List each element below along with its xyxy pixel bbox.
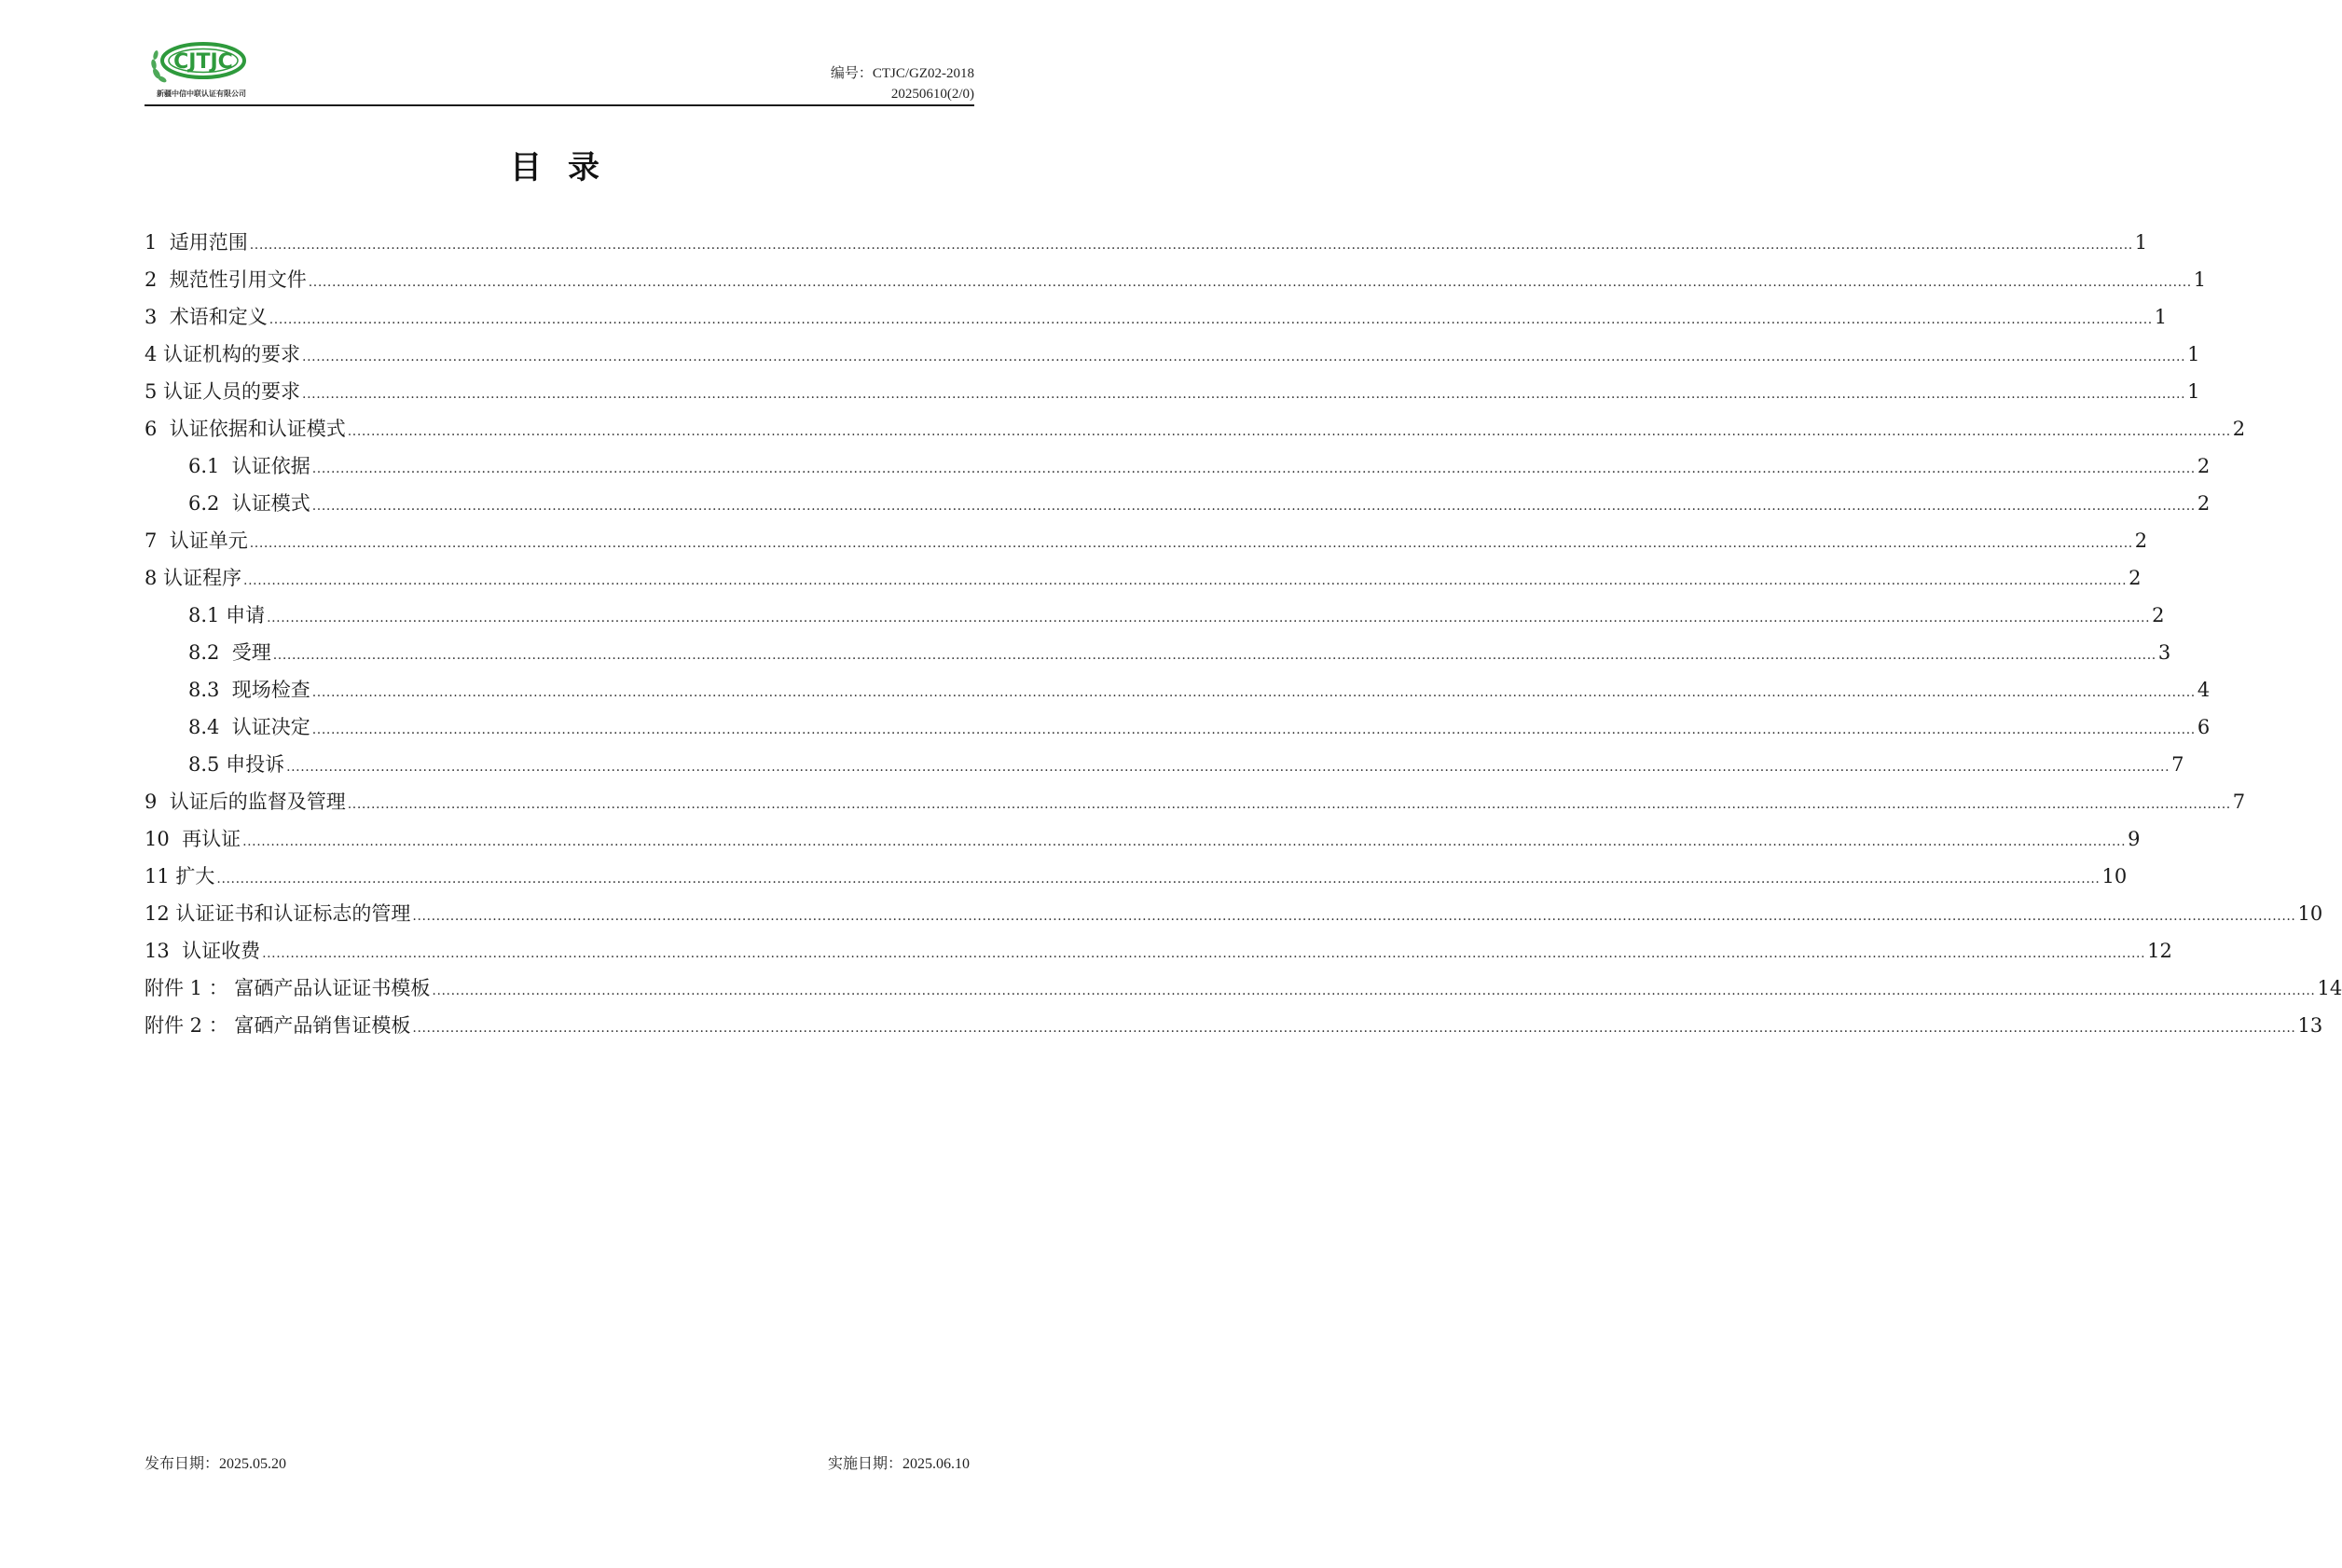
toc-dot-leader: ................................................................................................................................................................................................................................................................................................................................................................................................................ <box>272 648 2156 663</box>
toc-entry-label: 3 术语和定义 <box>145 306 268 328</box>
toc-entry-page: 6 <box>2197 716 2211 738</box>
toc-entry[interactable] <box>145 597 2165 634</box>
toc-entry-label: 8.1 申请 <box>188 604 266 626</box>
toc-entry-label: 10 再认证 <box>145 828 241 850</box>
toc-entry[interactable] <box>145 224 2148 261</box>
toc-entry-page: 2 <box>2128 567 2142 589</box>
toc-entry[interactable] <box>145 932 2172 970</box>
toc-dot-leader: ................................................................................................................................................................................................................................................................................................................................................................................................................ <box>302 387 2186 402</box>
release-date: 发布日期：2025.05.20 <box>145 1456 287 1472</box>
table-of-contents <box>145 224 2342 1044</box>
company-logo <box>149 42 254 100</box>
toc-entry-page: 13 <box>2297 1014 2323 1037</box>
toc-entry-label: 附件 2 ： 富硒产品销售证模板 <box>145 1014 411 1037</box>
toc-entry-page: 1 <box>2193 268 2207 291</box>
document-version: 20250610(2/0) <box>890 87 974 102</box>
toc-entry-page: 4 <box>2197 679 2211 701</box>
toc-entry-page: 2 <box>2152 604 2165 626</box>
toc-entry[interactable] <box>145 970 2342 1007</box>
toc-dot-leader: ................................................................................................................................................................................................................................................................................................................................................................................................................ <box>262 946 2146 961</box>
company-name: 新疆中信中联认证有限公司 <box>157 89 246 98</box>
toc-entry[interactable] <box>145 373 2200 410</box>
toc-entry-page: 10 <box>2101 865 2128 887</box>
toc-entry-page: 2 <box>2232 418 2246 440</box>
toc-entry-label: 5 认证人员的要求 <box>145 380 301 403</box>
toc-dot-leader: ................................................................................................................................................................................................................................................................................................................................................................................................................ <box>311 722 2196 737</box>
toc-entry-page: 1 <box>2154 306 2168 328</box>
toc-entry-page: 14 <box>2317 977 2342 999</box>
toc-entry-label: 8 认证程序 <box>145 567 242 589</box>
toc-entry[interactable] <box>145 447 2211 485</box>
toc-entry-page: 3 <box>2157 641 2171 664</box>
toc-entry[interactable] <box>145 336 2200 373</box>
toc-entry-label: 6 认证依据和认证模式 <box>145 418 346 440</box>
toc-dot-leader: ................................................................................................................................................................................................................................................................................................................................................................................................................ <box>286 760 2170 775</box>
header-divider <box>145 104 974 106</box>
toc-dot-leader: ................................................................................................................................................................................................................................................................................................................................................................................................................ <box>269 312 2153 327</box>
toc-dot-leader: ................................................................................................................................................................................................................................................................................................................................................................................................................ <box>302 350 2186 364</box>
toc-dot-leader: ................................................................................................................................................................................................................................................................................................................................................................................................................ <box>249 238 2133 253</box>
toc-entry-label: 2 规范性引用文件 <box>145 268 307 291</box>
toc-entry-label: 12 认证证书和认证标志的管理 <box>145 902 411 925</box>
toc-entry-label: 11 扩大 <box>145 865 215 887</box>
toc-entry-label: 8.4 认证决定 <box>188 716 310 738</box>
toc-entry-page: 12 <box>2147 940 2172 962</box>
toc-entry-label: 8.5 申投诉 <box>188 753 285 776</box>
toc-entry-page: 7 <box>2232 791 2246 813</box>
toc-dot-leader: ................................................................................................................................................................................................................................................................................................................................................................................................................ <box>311 685 2196 700</box>
toc-dot-leader: ................................................................................................................................................................................................................................................................................................................................................................................................................ <box>216 872 2101 887</box>
toc-entry-page: 10 <box>2297 902 2323 925</box>
toc-entry[interactable] <box>145 820 2141 858</box>
toc-entry-label: 6.1 认证依据 <box>188 455 310 477</box>
toc-dot-leader: ................................................................................................................................................................................................................................................................................................................................................................................................................ <box>412 1021 2296 1036</box>
toc-entry-page: 2 <box>2134 530 2148 552</box>
toc-entry-page: 1 <box>2134 231 2148 254</box>
toc-entry-page: 7 <box>2171 753 2184 776</box>
toc-entry-page: 2 <box>2197 492 2211 515</box>
toc-entry[interactable] <box>145 261 2207 298</box>
effective-date: 实施日期：2025.06.10 <box>827 1456 970 1472</box>
toc-dot-leader: ................................................................................................................................................................................................................................................................................................................................................................................................................ <box>347 797 2231 812</box>
toc-entry-label: 9 认证后的监督及管理 <box>145 791 346 813</box>
toc-dot-leader: ................................................................................................................................................................................................................................................................................................................................................................................................................ <box>432 983 2316 998</box>
toc-entry-page: 1 <box>2187 380 2200 403</box>
toc-dot-leader: ................................................................................................................................................................................................................................................................................................................................................................................................................ <box>347 424 2231 439</box>
toc-entry[interactable] <box>145 559 2142 597</box>
toc-entry[interactable] <box>145 485 2211 522</box>
toc-entry[interactable] <box>145 671 2211 708</box>
toc-dot-leader: ................................................................................................................................................................................................................................................................................................................................................................................................................ <box>243 573 2128 588</box>
toc-dot-leader: ................................................................................................................................................................................................................................................................................................................................................................................................................ <box>308 275 2192 290</box>
toc-entry-label: 4 认证机构的要求 <box>145 343 301 365</box>
toc-entry[interactable] <box>145 298 2168 336</box>
toc-dot-leader: ................................................................................................................................................................................................................................................................................................................................................................................................................ <box>242 834 2127 849</box>
toc-entry-page: 2 <box>2197 455 2211 477</box>
document-number: 编号：CTJC/GZ02-2018 <box>830 66 974 81</box>
toc-entry[interactable] <box>145 858 2128 895</box>
toc-dot-leader: ................................................................................................................................................................................................................................................................................................................................................................................................................ <box>267 611 2151 626</box>
toc-entry[interactable] <box>145 410 2246 447</box>
toc-entry[interactable] <box>145 708 2211 746</box>
toc-entry[interactable] <box>145 634 2171 671</box>
toc-entry-label: 附件 1 ： 富硒产品认证证书模板 <box>145 977 431 999</box>
toc-entry-label: 1 适用范围 <box>145 231 248 254</box>
toc-entry-label: 7 认证单元 <box>145 530 248 552</box>
toc-entry-label: 6.2 认证模式 <box>188 492 310 515</box>
toc-dot-leader: ................................................................................................................................................................................................................................................................................................................................................................................................................ <box>311 461 2196 476</box>
toc-entry-page: 1 <box>2187 343 2200 365</box>
logo-emblem-icon <box>149 42 254 87</box>
toc-entry[interactable] <box>145 1007 2323 1044</box>
toc-entry[interactable] <box>145 746 2184 783</box>
document-info <box>831 63 974 104</box>
toc-entry[interactable] <box>145 895 2323 932</box>
toc-entry-label: 8.2 受理 <box>188 641 271 664</box>
logo-text: CJTJC <box>173 50 233 74</box>
toc-dot-leader: ................................................................................................................................................................................................................................................................................................................................................................................................................ <box>412 909 2296 924</box>
toc-entry-page: 9 <box>2128 828 2141 850</box>
toc-dot-leader: ................................................................................................................................................................................................................................................................................................................................................................................................................ <box>249 536 2133 551</box>
page-title: 目录 <box>510 149 626 186</box>
toc-entry-label: 13 认证收费 <box>145 940 261 962</box>
toc-entry[interactable] <box>145 783 2246 820</box>
toc-entry[interactable] <box>145 522 2148 559</box>
toc-dot-leader: ................................................................................................................................................................................................................................................................................................................................................................................................................ <box>311 499 2196 514</box>
toc-entry-label: 8.3 现场检查 <box>188 679 310 701</box>
